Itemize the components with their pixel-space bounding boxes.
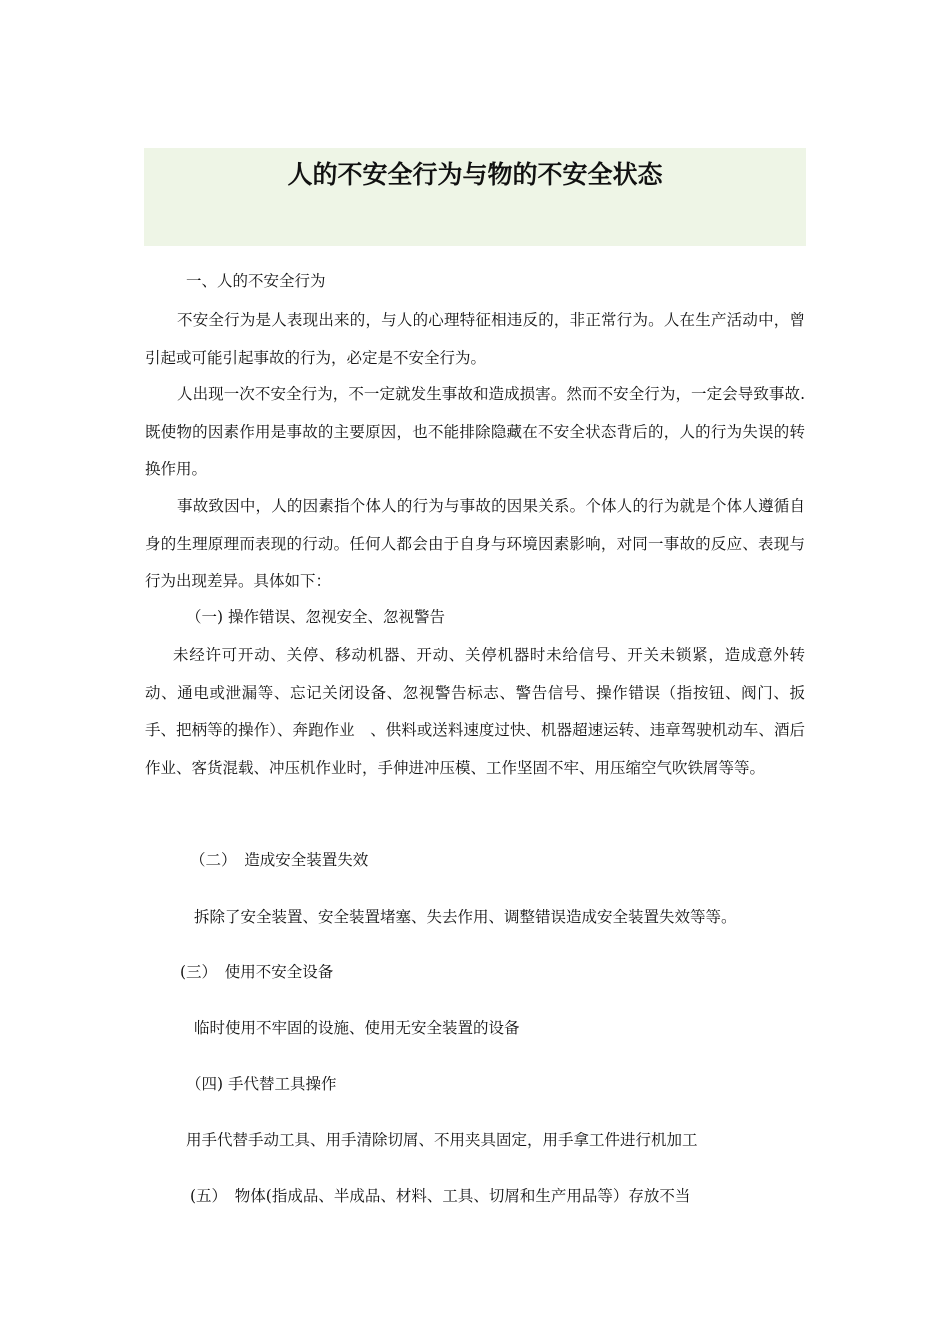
paragraph-1: 不安全行为是人表现出来的，与人的心理特征相违反的，非正常行为。人在生产活动中，曾引起或可能引起事故的行为，必定是不安全行为。: [145, 311, 805, 367]
item-2-text: 拆除了安全装置、安全装置堵塞、失去作用、调整错误造成安全装置失效等等。: [194, 908, 737, 926]
item-4-heading: （四) 手代替工具操作: [186, 1075, 337, 1093]
item-3-text: 临时使用不牢固的设施、使用无安全装置的设备: [194, 1019, 520, 1037]
document-title: 人的不安全行为与物的不安全状态: [287, 160, 663, 189]
paragraph-2: 人出现一次不安全行为，不一定就发生事故和造成损害。然而不安全行为，一定会导致事故.既使物的因素作用是事故的主要原因，也不能排除隐藏在不安全状态背后的，人的行为失误的转换作用。: [145, 385, 805, 478]
paragraph-3: 事故致因中，人的因素指个体人的行为与事故的因果关系。个体人的行为就是个体人遵循自身的生理原理而表现的行动。任何人都会由于自身与环境因素影响，对同一事故的反应、表现与行为出现差异。具体如下：: [145, 497, 805, 590]
item-2-heading: （二） 造成安全装置失效: [190, 851, 369, 869]
section-heading: 一、人的不安全行为: [186, 272, 326, 290]
item-1-text: 未经许可开动、关停、移动机器、开动、关停机器时未给信号、开关未锁紧，造成意外转动、通电或泄漏等、忘记关闭设备、忽视警告标志、警告信号、操作错误（指按钮、阀门、扳手、把柄等的操作）、奔跑作业 、供料或送料速度过快、机器超速运转、违章驾驶机动车、酒后作业、客货混载、冲压机作业时，手伸进冲压模、工作坚固不牢、用压缩空气吹铁屑等等。: [145, 646, 805, 777]
item-3-heading: (三） 使用不安全设备: [180, 963, 334, 981]
item-4-text: 用手代替手动工具、用手清除切屑、不用夹具固定，用手拿工件进行机加工: [186, 1131, 698, 1149]
item-5-heading: (五） 物体(指成品、半成品、材料、工具、切屑和生产用品等）存放不当: [190, 1187, 691, 1205]
item-1-heading: （一) 操作错误、忽视安全、忽视警告: [186, 608, 445, 626]
title-banner: [144, 148, 806, 246]
